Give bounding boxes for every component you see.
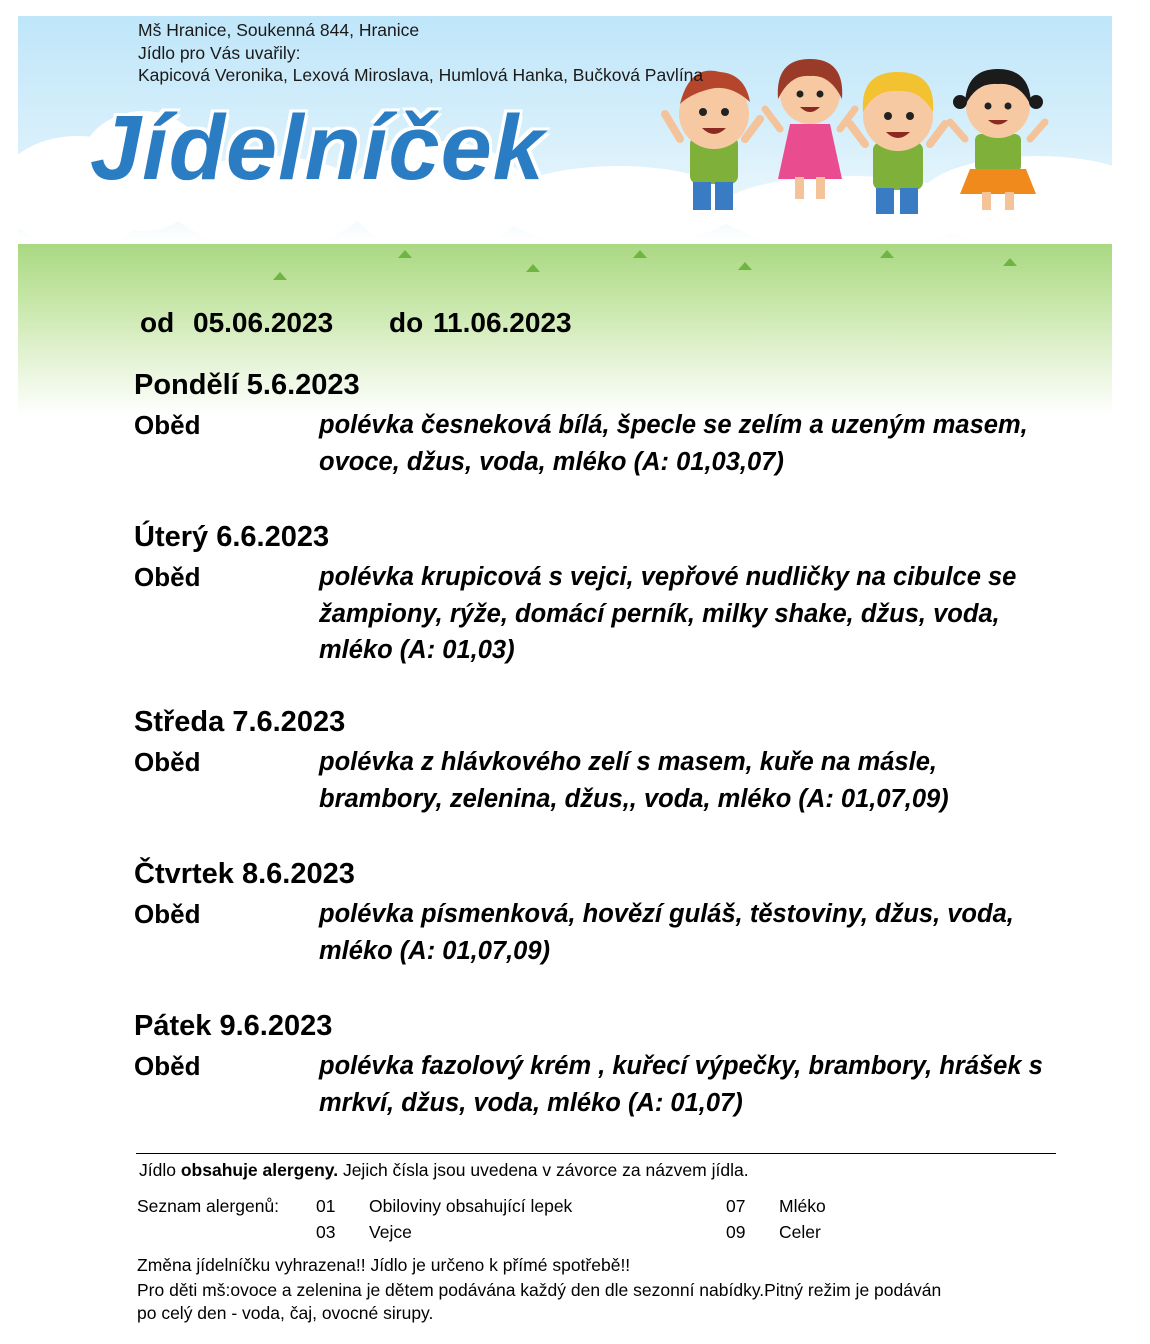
change-notice: Změna jídelníčku vyhrazena!! Jídlo je určeno k přímé spotřebě!! [137,1255,631,1275]
meal-text-monday [319,407,1129,480]
cooked-by-label: Jídlo pro Vás uvařily: [138,42,301,63]
meal-line: polévka krupicová s vejci, vepřové nudličky na cibulce se [319,563,1017,591]
period-to-date: 11.06.2023 [433,307,572,338]
grass-tuft [1003,258,1017,266]
school-info [138,19,703,87]
info-line-2: po celý den - voda, čaj, ovocné sirupy. [137,1303,434,1323]
meal-line: polévka písmenková, hovězí guláš, těstoviny, džus, voda, [319,900,1014,928]
allergen-name: Celer [779,1222,821,1242]
info-line-1: Pro děti mš:ovoce a zelenina je dětem podávána každý den dle sezonní nabídky.Pitný režim je podáván [137,1280,942,1300]
day-title-friday: Pátek 9.6.2023 [134,1010,333,1042]
girl-pink-dress [765,59,855,199]
meal-label: Oběd [134,747,201,777]
day-title-thursday: Čtvrtek 8.6.2023 [134,858,355,890]
meal-label: Oběd [134,410,201,440]
meal-label: Oběd [134,899,201,929]
period-from-date: 05.06.2023 [193,307,334,338]
allergen-note [139,1159,749,1181]
meal-line: ovoce, džus, voda, mléko (A: 01,03,07) [319,447,784,476]
children-illustration [660,44,1070,224]
meal-line: polévka z hlávkového zelí s masem, kuře na másle, [319,748,937,776]
allergen-list-label: Seznam alergenů: [137,1196,280,1216]
day-title-monday: Pondělí 5.6.2023 [134,369,360,401]
allergen-name: Vejce [369,1222,412,1242]
boy-brown-hair [665,71,760,210]
period-from-label: od [140,307,175,338]
allergen-name: Mléko [779,1196,826,1216]
meal-line: polévka česneková bílá, špecle se zelím a uzeným masem, [319,411,1028,439]
meal-line: mléko (A: 01,07,09) [319,936,551,965]
cooks-names: Kapicová Veronika, Lexová Miroslava, Humlová Hanka, Bučková Pavlína [138,65,704,85]
grass-tuft [738,262,752,270]
meal-line: brambory, zelenina, džus,, voda, mléko (A: 01,07,09) [319,784,949,813]
boy-blond-hair [850,72,945,214]
grass-tuft [273,272,287,280]
meal-text-wednesday [319,744,1129,817]
grass-tuft [398,250,412,258]
meal-text-thursday [319,896,1129,969]
grass-tuft [633,250,647,258]
allergen-note-start: Jídlo [139,1160,176,1180]
girl-orange-skirt [950,69,1045,210]
allergen-code: 01 [316,1196,336,1216]
allergen-code: 07 [726,1196,746,1216]
allergen-note-end: Jejich čísla jsou uvedena v závorce za názvem jídla. [342,1160,749,1180]
meal-line: mrkví, džus, voda, mléko (A: 01,07) [319,1088,743,1117]
allergen-note-bold: obsahuje alergeny. [180,1160,339,1180]
day-title-tuesday: Úterý 6.6.2023 [134,521,330,553]
period-to-label: do [389,307,424,338]
meal-line: mléko (A: 01,03) [319,636,515,664]
page-title: Jídelníček [90,97,545,199]
day-title-wednesday: Středa 7.6.2023 [134,706,346,738]
allergen-name: Obiloviny obsahující lepek [369,1196,573,1216]
meal-line: žampiony, rýže, domácí perník, milky shake, džus, voda, [319,599,1000,628]
meal-text-tuesday [319,559,1129,669]
allergen-code: 03 [316,1222,336,1242]
meal-label: Oběd [134,562,201,592]
meal-label: Oběd [134,1051,201,1081]
grass-tuft [526,264,540,272]
meal-line: polévka fazolový krém , kuřecí výpečky, brambory, hrášek s [319,1052,1043,1080]
meal-text-friday [319,1048,1129,1121]
grass-tuft [880,250,894,258]
allergen-code: 09 [726,1222,746,1242]
footer-divider [136,1153,1056,1154]
school-address: Mš Hranice, Soukenná 844, Hranice [138,20,420,40]
